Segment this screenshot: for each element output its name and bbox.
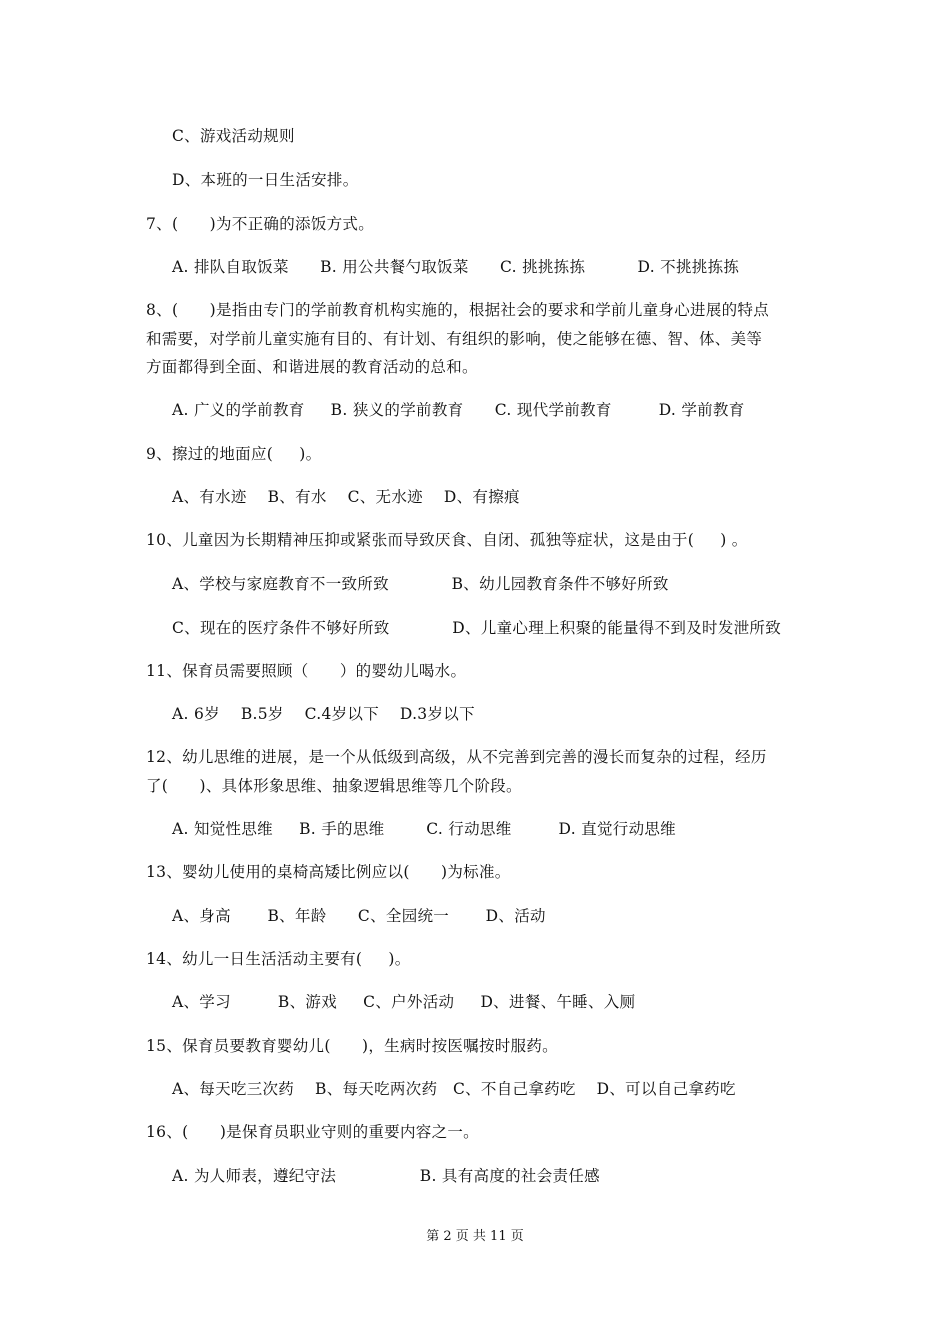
- q13-options: A、身高 B、年龄 C、全园统一 D、活动: [172, 907, 546, 925]
- q12-options: A. 知觉性思维 B. 手的思维 C. 行动思维 D. 直觉行动思维: [172, 820, 676, 838]
- page-number-footer: 第 2 页 共 11 页: [426, 1229, 524, 1244]
- q11-options: A. 6岁 B.5岁 C.4岁以下 D.3岁以下: [172, 705, 475, 723]
- question-7: 7、( )为不正确的添饭方式。: [146, 215, 375, 233]
- q6-option-d: D、本班的一日生活安排。: [172, 171, 359, 189]
- question-8-line-2: 和需要，对学前儿童实施有目的、有计划、有组织的影响，使之能够在德、智、体、美等: [146, 330, 763, 348]
- q14-options: A、学习 B、游戏 C、户外活动 D、进餐、午睡、入厕: [172, 993, 636, 1011]
- question-10: 10、儿童因为长期精神压抑或紧张而导致厌食、自闭、孤独等症状，这是由于( ) 。: [146, 531, 748, 549]
- question-8-line-1: 8、( )是指由专门的学前教育机构实施的，根据社会的要求和学前儿童身心进展的特点: [146, 301, 770, 319]
- question-8-line-3: 方面都得到全面、和谐进展的教育活动的总和。: [146, 358, 478, 376]
- question-13: 13、婴幼儿使用的桌椅高矮比例应以( )为标准。: [146, 863, 511, 881]
- q15-options: A、每天吃三次药 B、每天吃两次药 C、不自己拿药吃 D、可以自己拿药吃: [172, 1080, 736, 1098]
- question-16: 16、( )是保育员职业守则的重要内容之一。: [146, 1123, 479, 1141]
- question-12-line-2: 了( )、具体形象思维、抽象逻辑思维等几个阶段。: [146, 777, 522, 795]
- q10-options-cd: C、现在的医疗条件不够好所致 D、儿童心理上积聚的能量得不到及时发泄所致: [172, 619, 782, 637]
- q6-option-c: C、游戏活动规则: [172, 127, 295, 145]
- question-14: 14、幼儿一日生活活动主要有( )。: [146, 950, 411, 968]
- q9-options: A、有水迹 B、有水 C、无水迹 D、有擦痕: [172, 488, 520, 506]
- q16-options: A. 为人师表，遵纪守法 B. 具有高度的社会责任感: [172, 1167, 600, 1185]
- question-15: 15、保育员要教育婴幼儿( )，生病时按医嘱按时服药。: [146, 1037, 558, 1055]
- q10-options-ab: A、学校与家庭教育不一致所致 B、幼儿园教育条件不够好所致: [172, 575, 669, 593]
- question-9: 9、擦过的地面应( )。: [146, 445, 322, 463]
- q7-options: A. 排队自取饭菜 B. 用公共餐勺取饭菜 C. 挑挑拣拣 D. 不挑挑拣拣: [172, 258, 740, 276]
- question-11: 11、保育员需要照顾（ ）的婴幼儿喝水。: [146, 662, 467, 680]
- q8-options: A. 广义的学前教育 B. 狭义的学前教育 C. 现代学前教育 D. 学前教育: [172, 401, 745, 419]
- question-12-line-1: 12、幼儿思维的进展，是一个从低级到高级，从不完善到完善的漫长而复杂的过程，经历: [146, 748, 767, 766]
